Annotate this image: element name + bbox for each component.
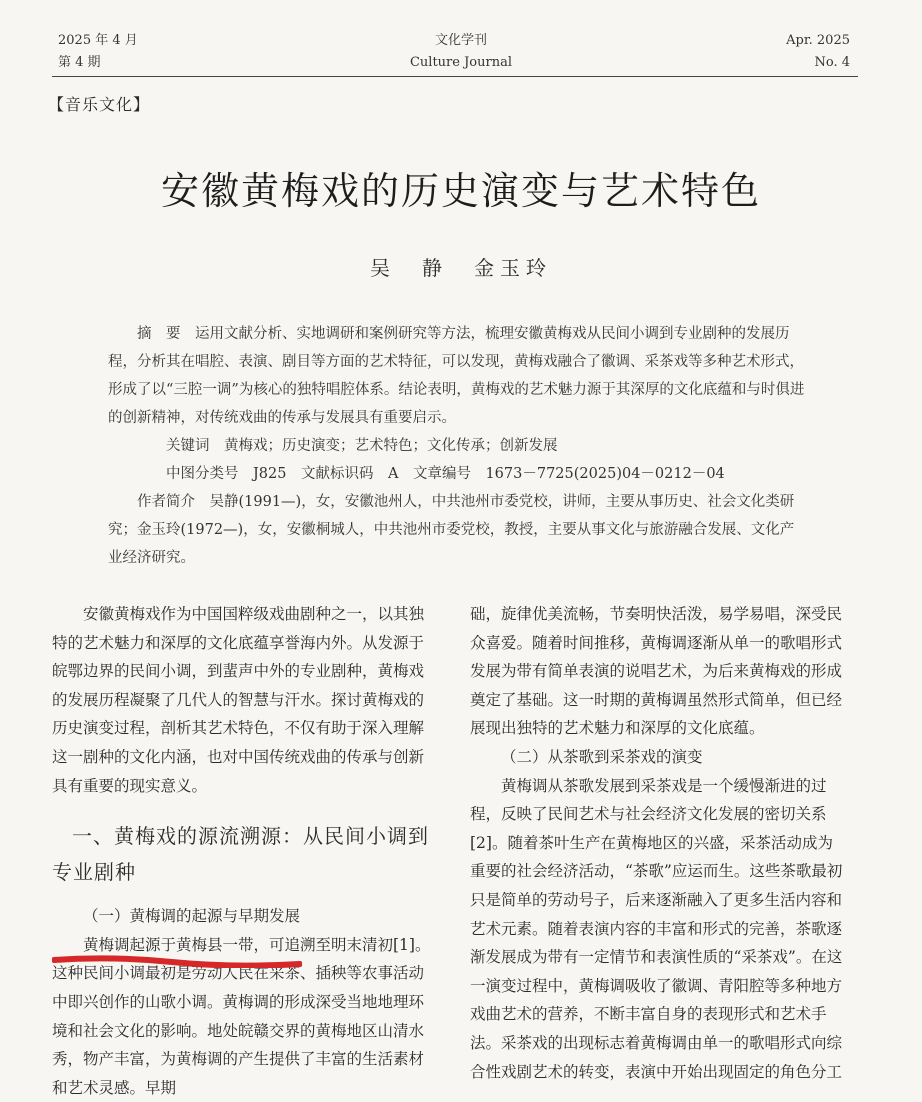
author-info: 作者简介 吴静(1991—)，女，安徽池州人，中共池州市委党校，讲师，主要从事历史、社会文化类研究；金玉玲(1972—)，女，安徽桐城人，中共池州市委党校，教授，主要从事文化与旅游融合发展、文化产业经济研究。 xyxy=(108,494,795,566)
keywords: 关键词 黄梅戏；历史演变；艺术特色；文化传承；创新发展 xyxy=(166,438,558,454)
classification: 中图分类号 J825 文献标识码 A 文章编号 1673－7725(2025)04－0212－04 xyxy=(166,466,725,482)
origin-paragraph: 黄梅调起源于黄梅县一带，可追溯至明末清初[1]。这种民间小调最初是劳动人民在采茶、插秧等农事活动中即兴创作的山歌小调。黄梅调的形成深受当地地理环境和社会文化的影响。地处皖赣交界的黄梅地区山清水秀，物产丰富，为黄梅调的产生提供了丰富的生活素材和艺术灵感。早期 xyxy=(52,935,431,1097)
header-date: 2025 年 4 月 xyxy=(58,33,138,48)
article-authors: 吴 静 金玉玲 xyxy=(370,256,552,280)
abstract-text: 运用文献分析、实地调研和案例研究等方法，梳理安徽黄梅戏从民间小调到专业剧种的发展历程，分析其在唱腔、表演、剧目等方面的艺术特征，可以发现，黄梅戏融合了徽调、采茶戏等多种艺术形式，形成了以“三腔一调”为核心的独特唱腔体系。结论表明，黄梅戏的艺术魅力源于其深厚的文化底蕴和与时俱进的创新精神，对传统戏曲的传承与发展具有重要启示。 xyxy=(108,326,805,426)
intro-paragraph: 安徽黄梅戏作为中国国粹级戏曲剧种之一，以其独特的艺术魅力和深厚的文化底蕴享誉海内外。从发源于皖鄂边界的民间小调，到蜚声中外的专业剧种，黄梅戏的发展历程凝聚了几代人的智慧与汗水。探讨黄梅戏的历史演变过程，剖析其艺术特色，不仅有助于深入理解这一剧种的文化内涵，也对中国传统戏曲的传承与创新具有重要的现实意义。 xyxy=(52,605,425,795)
article-title: 安徽黄梅戏的历史演变与艺术特色 xyxy=(160,169,761,213)
section-heading-1: 一、黄梅戏的源流溯源：从民间小调到专业剧种 xyxy=(52,824,429,885)
section-tag: 【音乐文化】 xyxy=(48,95,151,114)
header-journal-cn: 文化学刊 xyxy=(434,33,487,48)
tea-song-paragraph: 黄梅调从茶歌发展到采茶戏是一个缓慢渐进的过程，反映了民间艺术与社会经济文化发展的密切关系[2]。随着茶叶生产在黄梅地区的兴盛，采茶活动成为重要的社会经济活动，“茶歌”应运而生。这些茶歌最初只是简单的劳动号子，后来逐渐融入了更多生活内容和艺术元素。随着表演内容的丰富和形式的完善，茶歌逐渐发展成为带有一定情节和表演性质的“采茶戏”。在这一演变过程中，黄梅调吸收了徽调、青阳腔等多种地方戏曲艺术的营养，不断丰富自身的表现形式和艺术手法。采茶戏的出现标志着黄梅调由单一的歌唱形式向综合性戏剧艺术的转变，表演中开始出现固定的角色分工 xyxy=(470,776,843,1081)
header-date-en: Apr. 2025 xyxy=(786,33,850,48)
journal-date-issue-en xyxy=(786,30,850,74)
continued-paragraph: 础，旋律优美流畅，节奏明快活泼，易学易唱，深受民众喜爱。随着时间推移，黄梅调逐渐从单一的歌唱形式发展为带有简单表演的说唱艺术，为后来黄梅戏的形成奠定了基础。这一时期的黄梅调虽然形式简单，但已经展现出独特的艺术魅力和深厚的文化底蕴。 xyxy=(470,605,843,738)
abstract-block xyxy=(108,320,808,572)
abstract-paragraph xyxy=(108,320,808,432)
abstract-label: 摘 要 xyxy=(137,326,181,342)
subheading-1-1: （一）黄梅调的起源与早期发展 xyxy=(83,907,301,926)
header-journal-en: Culture Journal xyxy=(409,55,513,70)
journal-name xyxy=(0,30,922,74)
body-column-left xyxy=(52,600,438,1102)
header-rule xyxy=(52,76,858,77)
body-column-right xyxy=(470,600,848,1086)
header-issue: 第 4 期 xyxy=(58,55,101,70)
subheading-1-2: （二）从茶歌到采茶戏的演变 xyxy=(501,747,703,766)
header-issue-en: No. 4 xyxy=(814,55,850,70)
